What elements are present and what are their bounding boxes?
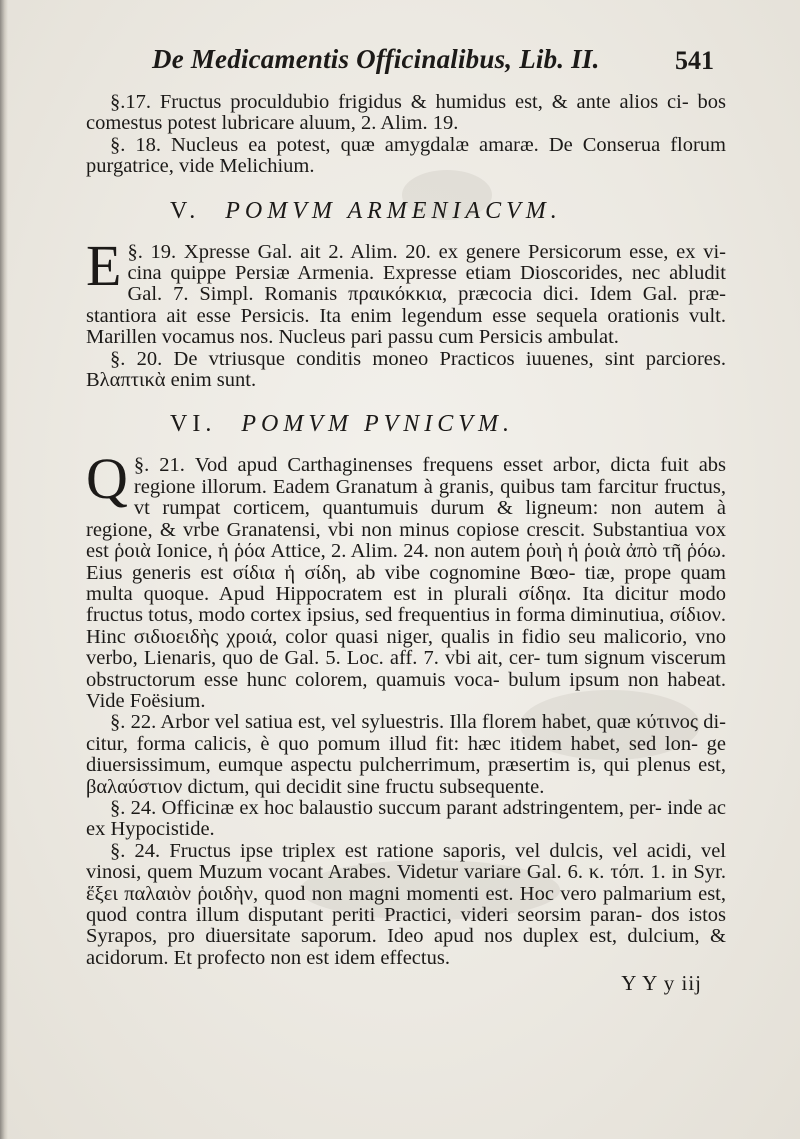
heading-title: POMVM ARMENIACVM.	[225, 197, 562, 224]
section-heading-armeniacum	[86, 198, 726, 224]
paragraph-21	[86, 446, 727, 712]
initial-letter-e: E	[86, 232, 122, 298]
paragraph-19	[86, 232, 727, 349]
paragraph-18: §. 18. Nucleus ea potest, quæ amygdalæ amaræ. De Conserua florum purgatrice, vide Melichium.	[86, 133, 726, 178]
paragraph-17: §.17. Fructus proculdubio frigidus & humidus est, & ante alios ci- bos comestus potest lubricare aluum, 2. Alim. 19.	[86, 91, 726, 135]
paragraph-24: §. 24. Fructus ipse triplex est ratione saporis, vel dulcis, vel acidi, vel vinosi, quem Muzum vocant Arabes. Videtur variare Gal. 6. κ. τόπ. 1. in Syr. ἕξει παλαιὸν ῥοιδὴν, quod non magni momenti est. Hoc vero palmarium est, quod contra illum disputant periti Practici, videri seorsim paran- dos istos Syrapos, pro diuersitate saporum. Ideo apud nos duplex est, dulcium, & acidorum. Et profecto non est idem effectus.	[86, 839, 726, 969]
running-head-title: De Medicamentis Officinalibus, Lib. II.	[152, 44, 600, 74]
paragraph-label: §. 19.	[127, 240, 177, 263]
running-head	[86, 40, 726, 92]
text-block	[86, 40, 726, 997]
catchword-row	[86, 971, 726, 997]
page-binding-edge	[0, 0, 8, 1139]
heading-title: POMVM PVNICVM.	[241, 411, 514, 438]
paragraph-23: §. 24. Officinæ ex hoc balaustio succum parant adstringentem, per- inde ac ex Hypocistide.	[86, 796, 726, 841]
paragraph-22: §. 22. Arbor vel satiua est, vel syluestris. Illa florem habet, quæ κύτινος di- citur, forma calicis, è quo pomum illud fit: hæc itidem habet, sed lon- ge diuersissimum, eumque aspectu pulcherrimum, præsertim is, qui plenus est, βαλαύστιον dictum, qui decidit sine fructu subsequente.	[86, 711, 726, 798]
heading-numeral: V.	[170, 197, 201, 224]
page-number: 541	[675, 46, 714, 75]
paragraph-19-text: Xpresse Gal. ait 2. Alim. 20. ex genere Persicorum esse, ex vi- cina quippe Persiæ Armenia. Expresse etiam Dioscorides, nec abludit Gal. 7. Simpl. Romanis πραικόκκια, præcocia dici. Idem Gal. præ- stantiora ait esse Persicis. Ita enim legendum esse sequela orationis vult. Marillen vocamus nos. Nucleus pari passu cum Persicis ambulat.	[86, 240, 727, 349]
heading-numeral: VI.	[170, 411, 217, 438]
signature-mark: Y Y y iij	[621, 971, 702, 996]
section-heading-punicum	[86, 411, 726, 437]
paragraph-21-text: Vod apud Carthaginenses frequens esset arbor, dicta fuit abs regione illorum. Eadem Granatum à granis, quibus tam farcitur fructus, vt rumpat corticem, quantumuis durum & ligneum: non autem à regione, & vrbe Granatensi, vbi non minus copiose crescit. Substantiua vox est ῥοιὰ Ionice, ἡ ῥόα Attice, 2. Alim. 24. non autem ῥοιὴ ἡ ῥοιὰ ἀπὸ τῆ ῥόω. Eius generis est σίδια ἡ σίδη, ab vibe cognomine Bœo- tiæ, prope quam multa quoque. Apud Hippocratem est in plurali σίδηα. Ita dicitur modo fructus totus, modo cortex ipsius, sed frequentius in forma diminutiua, σίδιον. Hinc σιδιοειδὴς χροιά, color quasi niger, qualis in fidio seu malicorio, vno verbo, Lienaris, quo de Gal. 5. Loc. aff. 7. vbi ait, cer- tum signum viscerum obstructorum esse hunc colorem, quamuis voca- bulum ipsum non habeat. Vide Foësium.	[86, 454, 727, 712]
paragraph-label: §. 21.	[133, 454, 185, 477]
initial-letter-q: Q	[86, 446, 128, 512]
paragraph-20: §. 20. De vtriusque conditis moneo Practicos iuuenes, sint parciores. Βλαπτικὰ enim sunt.	[86, 347, 726, 392]
